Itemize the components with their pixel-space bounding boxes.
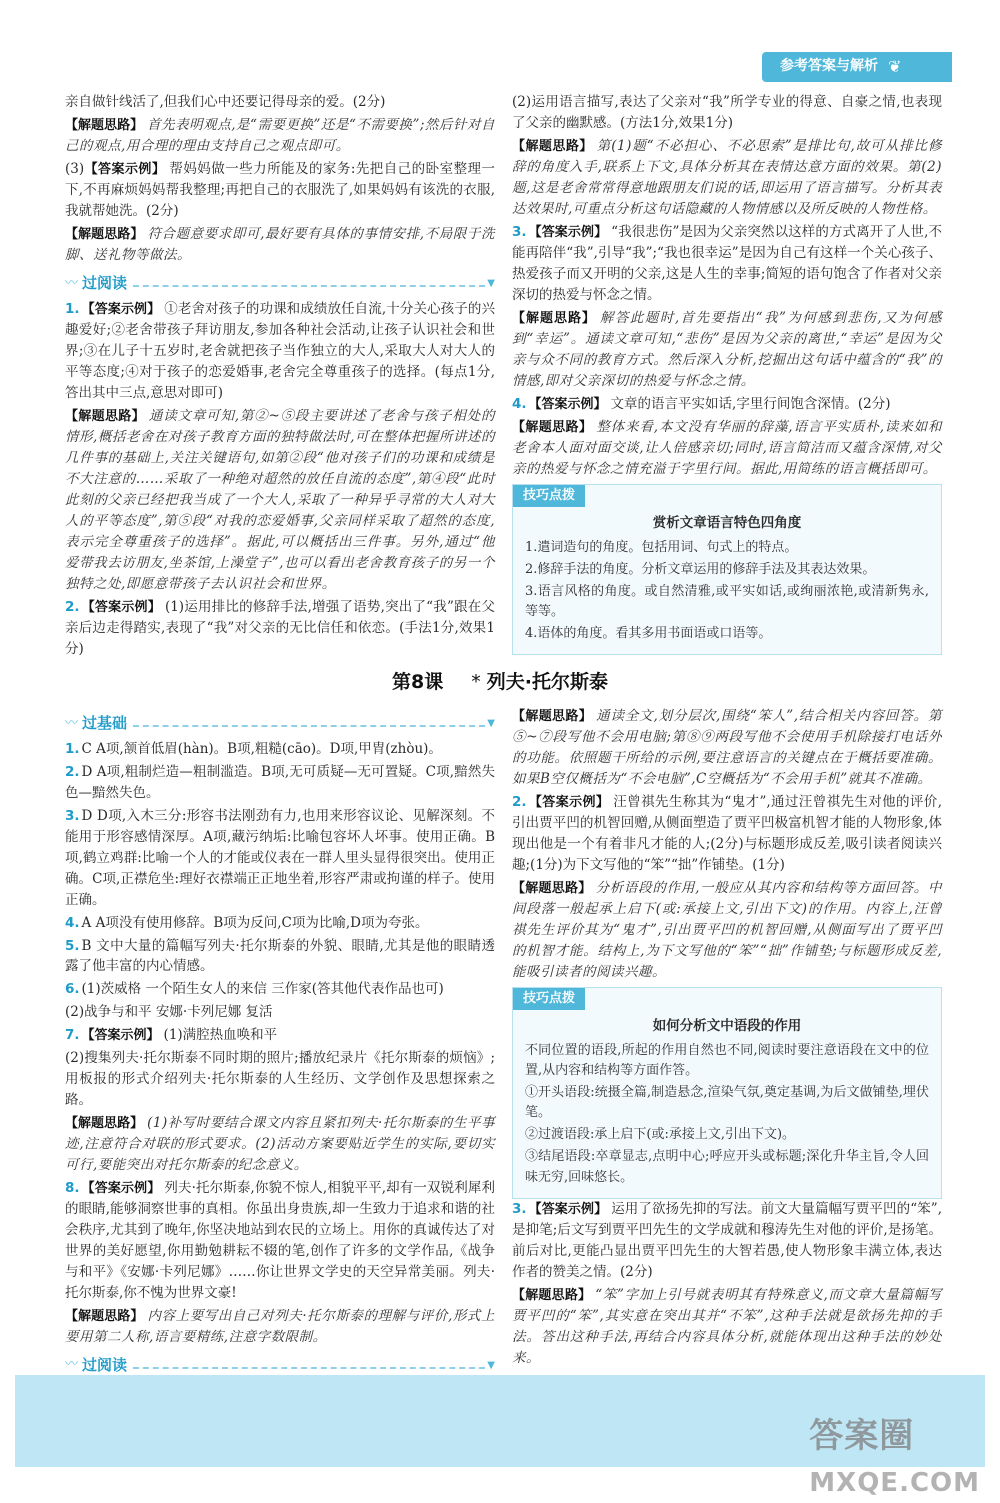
left-reading-a2-num: 2. xyxy=(65,598,80,615)
left-basic-b4: A A项没有使用修辞。B项为反问,C项为比喻,D项为夸张。 xyxy=(81,914,429,931)
wave-icon: 〰 xyxy=(65,715,79,731)
tip1-p3: 3.语言风格的角度。或自然清雅,或平实如话,或绚丽浓艳,或清新隽永,等等。 xyxy=(525,584,929,620)
section-header-basic: 〰 过基础 ▼ xyxy=(65,712,495,735)
right-bottom-s3-tag: 【解题思路】 xyxy=(512,1287,592,1303)
sections-guoyuedu: 过阅读 xyxy=(82,1355,128,1374)
top-left-s3: 符合题意要求即可,最好要有具体的事情安排,不局限于洗脚、送礼物等做法。 xyxy=(65,225,495,264)
left-reading-a2-tag: 【答案示例】 xyxy=(81,599,161,615)
answer xyxy=(65,597,495,660)
right-bottom-a3-num: 3. xyxy=(512,1200,527,1217)
right-top-a4-num: 4. xyxy=(512,395,527,412)
right-bottom-a2: 汪曾祺先生称其为“鬼才”,通过汪曾祺先生对他的评价,引出贾平凹的机智回赠,从侧面塑造了贾平凹极富机智才能的人物形象,体现出他是一个有着非凡才能的人;(2分)与标题形成反差,吸引读者阅读兴趣;(1分)为下文写他的“笨”“拙”作铺垫。(1分) xyxy=(512,793,942,873)
right-bottom-a2-num: 2. xyxy=(512,793,527,810)
top-left-s1: 首先表明观点,是“需要更换”还是“不需要换”;然后针对自己的观点,用合理的理由支持自己之观点即可。 xyxy=(65,116,495,155)
footer-watermark-cn: 答案圈 xyxy=(809,1416,915,1456)
analysis xyxy=(65,224,495,266)
leaf-icon: ❦ xyxy=(888,56,902,76)
left-basic-s7-tag: 【解题思路】 xyxy=(65,1116,144,1132)
right-bottom-a3-tag: 【答案示例】 xyxy=(528,1201,608,1217)
section-header-reading: 〰 过阅读 ▼ xyxy=(65,272,495,295)
analysis xyxy=(512,136,942,220)
lesson-name: 列夫·托尔斯泰 xyxy=(486,671,608,693)
right-bottom-s2-tag: 【解题思路】 xyxy=(512,880,592,896)
lesson-number: 第8课 xyxy=(392,671,444,693)
sections-guoyuedu: 过阅读 xyxy=(82,274,128,293)
left-basic-b2: D A项,粗制烂造—粗制滥造。B项,无可质疑—无可置疑。C项,黯然失色—黯然失色。 xyxy=(65,764,495,802)
answer xyxy=(512,222,942,306)
right-top-a4-tag: 【答案示例】 xyxy=(528,396,607,412)
right-bottom-tip-p1: ①开头语段:统摄全篇,制造悬念,渲染气氛,奠定基调,为后文做铺垫,埋伏笔。 xyxy=(525,1084,929,1121)
right-column-top xyxy=(512,92,942,655)
header-tab xyxy=(762,52,952,82)
answer xyxy=(512,394,942,415)
wave-icon: 〰 xyxy=(65,1357,79,1373)
left-basic-b6-num: 6. xyxy=(65,981,80,998)
right-top-a4: 文章的语言平实如话,字里行间饱含深情。(2分) xyxy=(610,395,891,412)
left-reading-a1-tag: 【答案示例】 xyxy=(81,302,161,318)
right-bottom-tip-title: 如何分析文中语段的作用 xyxy=(652,1017,802,1034)
right-top-s3: 解答此题时,首先要指出“我”为何感到悲伤,又为何感到“幸运”。通读文章可知,“悲伤”是因为父亲的离世,“幸运”是因为父亲与众不同的教育方式。然后深入分析,挖掘出这句话中蕴含的“我”的情感,即对父亲深切的热爱与怀念之情。 xyxy=(512,309,942,389)
left-reading-a1-num: 1. xyxy=(65,301,80,318)
paragraph: 亲自做针线活了,但我们心中还要记得母亲的爱。(2分) xyxy=(65,94,386,110)
top-left-s1-tag: 【解题思路】 xyxy=(65,117,144,133)
left-basic-b6a: (1)茨威格 一个陌生女人的来信 三作家(答其他代表作品也可) xyxy=(81,981,444,998)
right-bottom-tip-p0: 不同位置的语段,所起的作用自然也不同,阅读时要注意语段在文中的位置,从内容和结构等方面作答。 xyxy=(525,1042,929,1078)
right-top-a3: “我很悲伤”是因为父亲突然以这样的方式离开了人世,不能再陪伴“我”,引导“我”;“我也很幸运”是因为自己有这样一个关心孩子、热爱孩子而又开明的父亲,这是人生的幸事;简短的语句饱含了作者对父亲深切的热爱与怀念之情。 xyxy=(512,223,942,303)
right-top-a3-num: 3. xyxy=(512,223,527,240)
top-left-q3-tag: 【答案示例】 xyxy=(84,161,166,177)
sections-guojichu: 过基础 xyxy=(82,714,128,732)
section-header-reading-2: 〰 过阅读 ▼ xyxy=(65,1354,495,1377)
left-basic-b2-num: 2. xyxy=(65,764,80,781)
left-reading-s1-tag: 【解题思路】 xyxy=(65,409,145,425)
left-reading-s1: 通读文章可知,第②~⑤段主要讲述了老舍与孩子相处的情形,概括老舍在对孩子教育方面的独特做法时,可在整体把握所讲述的几件事的基础上,关注关键语句,如第②段“他对孩子们的功课和成绩是不大注意的……采取了一种绝对超然的放任自流的态度”,第④段“此时此刻的父亲已经把我当成了一个大人,采取了一种异乎寻常的大人对大人的平等态度”,第⑤段“对我的恋爱婚事,父亲同样采取了超然的态度,表示完全尊重孩子的选择”。据此,可以概括出三件事。另外,通过“他爱带我去访朋友,坐茶馆,上澡堂子”,也可以看出老舍教育孩子的另一个独特之处,即愿意带孩子去认识社会和世界。 xyxy=(65,408,495,592)
left-basic-b3-num: 3. xyxy=(65,808,80,825)
left-basic-b5: B 文中大量的篇幅写列夫·托尔斯泰的外貌、眼睛,尤其是他的眼睛透露了他丰富的内心情感。 xyxy=(65,937,495,975)
analysis xyxy=(512,417,942,480)
right-bottom-s1: 通读全文,划分层次,围绕“笨人”,结合相关内容回答。第⑤~⑦段写他不会用电脑;第⑧⑨两段写他不会使用手机除接打电话外的功能。依照题干所给的示例,要注意语言的关键点在于概括要准确。如果B空仅概括为“不会电脑”,C空概括为“不会用手机”就其不准确。 xyxy=(512,708,942,787)
left-basic-b1: C A项,颔首低眉(hàn)。B项,粗糙(cāo)。D项,甲胄(zhòu)。 xyxy=(81,741,442,758)
right-bottom-s1-tag: 【解题思路】 xyxy=(512,709,593,724)
left-basic-b3: D D项,入木三分:形容书法刚劲有力,也用来形容议论、见解深刻。不能用于形容感情深厚。A项,藏污纳垢:比喻包容坏人坏事。使用正确。B项,鹤立鸡群:比喻一个人的才能或仪表在一群人里头显得很突出。使用正确。C项,正襟危坐:理好衣襟端正正地坐着,形容严肃或拘谨的样子。使用正确。 xyxy=(65,808,495,908)
right-top-a3-tag: 【答案示例】 xyxy=(528,224,608,240)
sections-tip-label: 技巧点拨 xyxy=(513,988,585,1010)
left-basic-b8: 列夫·托尔斯泰,你貌不惊人,相貌平平,却有一双锐利犀利的眼睛,能够洞察世事的真相。你虽出身贵族,却一生致力于追求和谐的社会秩序,尤其到了晚年,你坚决地站到农民的立场上。用你的真诚传达了对世界的美好愿望,你用勤勉耕耘不辍的笔,创作了许多的文学作品,《战争与和平》《安娜·卡列尼娜》……你让世界文学史的天空异常美丽。列夫·托尔斯泰,你不愧为世界文豪! xyxy=(65,1180,495,1301)
answer xyxy=(65,159,495,222)
right-top-s2-tag: 【解题思路】 xyxy=(512,138,593,154)
tip1-p1: 1.遣词造句的角度。包括用词、句式上的特点。 xyxy=(525,539,798,555)
left-basic-s8-tag: 【解题思路】 xyxy=(65,1308,144,1324)
right-column-bottom xyxy=(512,706,942,1371)
top-left-q3: 帮妈妈做一些力所能及的家务:先把自己的卧室整理一下,不再麻烦妈妈帮我整理;再把自己的衣服洗了,如果妈妈有该洗的衣服,我就帮她洗。(2分) xyxy=(65,160,495,220)
answer xyxy=(65,299,495,404)
tip-box-2 xyxy=(512,987,942,1199)
right-top-s4-tag: 【解题思路】 xyxy=(512,419,593,435)
paragraph: (2)运用语言描写,表达了父亲对“我”所学专业的得意、自豪之情,也表现了父亲的幽默感。(方法1分,效果1分) xyxy=(512,94,942,131)
watermark-logo xyxy=(809,1410,980,1503)
lesson-star: * xyxy=(471,671,481,693)
left-column-bottom xyxy=(65,706,495,1425)
right-bottom-tip-p2: ②过渡语段:承上启下(或:承接上文,引出下文)。 xyxy=(525,1127,796,1143)
analysis xyxy=(512,308,942,392)
left-basic-b1-num: 1. xyxy=(65,741,80,758)
left-column-top xyxy=(65,92,495,662)
sections-tip-label: 技巧点拨 xyxy=(513,485,585,507)
tip1-p2: 2.修辞手法的角度。分析文章运用的修辞手法及其表达效果。 xyxy=(525,561,876,577)
right-bottom-s3: “笨”字加上引号就表明其有特殊意义,而文章大量篇幅写贾平凹的“笨”,其实意在突出其并“不笨”,这种手法就是欲扬先抑的手法。答出这种手法,再结合内容具体分析,就能体现出这种手法的妙处来。 xyxy=(512,1286,942,1366)
left-basic-b4-num: 4. xyxy=(65,914,80,931)
analysis xyxy=(65,115,495,157)
right-top-s3-tag: 【解题思路】 xyxy=(512,310,596,326)
left-basic-b8-num: 8. xyxy=(65,1180,80,1197)
right-bottom-tip-p3: ③结尾语段:卒章显志,点明中心;呼应开头或标题;深化升华主旨,令人回味无穷,回味悠长。 xyxy=(525,1149,929,1185)
left-basic-b7-tag: 【答案示例】 xyxy=(81,1028,160,1044)
tip1-title: 赏析文章语言特色四角度 xyxy=(652,514,802,531)
left-basic-b7a: (1)满腔热血唤和平 xyxy=(163,1027,278,1044)
tip-box xyxy=(512,484,942,656)
lesson-title xyxy=(0,668,1000,697)
top-left-s3-tag: 【解题思路】 xyxy=(65,226,144,242)
right-bottom-a3: 运用了欲扬先抑的写法。前文大量篇幅写贾平凹的“笨”,是抑笔;后文写到贾平凹先生的文学成就和穆涛先生对他的评价,是扬笔。前后对比,更能凸显出贾平凹先生的大智若愚,使人物形象丰满立体,表达作者的赞美之情。(2分) xyxy=(512,1200,942,1280)
left-reading-a1: ①老舍对孩子的功课和成绩放任自流,十分关心孩子的兴趣爱好;②老舍带孩子拜访朋友,参加各种社会活动,让孩子认识社会和世界;③在儿子十五岁时,老舍就把孩子当作独立的大人,采取大人对大人的平等态度;④对于孩子的恋爱婚事,老舍完全尊重孩子的选择。(每点1分,答出其中三点,意思对即可) xyxy=(65,301,495,402)
right-top-s2: 第(1)题“不必担心、不必思索”是排比句,故可从排比修辞的角度入手,联系上下文,具体分析其在表情达意方面的效果。第(2)题,这是老舍常常得意地跟朋友们说的话,即运用了语言描写。分析其表达效果时,可重点分析这句话隐藏的人物情感以及所反映的人物性格。 xyxy=(512,137,942,217)
left-basic-b5-num: 5. xyxy=(65,937,80,954)
right-bottom-s2: 分析语段的作用,一般应从其内容和结构等方面回答。中间段落一般起承上启下(或:承接上文,引出下文)的作用。内容上,汪曾祺先生评价其为“鬼才”,引出贾平凹的机智回赠,从侧面写出了贾平凹的机智才能。结构上,为下文写他的“笨”“拙”作铺垫;与标题形成反差,能吸引读者的阅读兴趣。 xyxy=(512,879,942,980)
left-basic-s7: (1)补写时要结合课文内容且紧扣列夫·托尔斯泰的生平事迹,注意符合对联的形式要求。(2)活动方案要贴近学生的实际,要切实可行,要能突出对托尔斯泰的纪念意义。 xyxy=(65,1115,495,1174)
left-basic-b7b: (2)搜集列夫·托尔斯泰不同时期的照片;播放纪录片《托尔斯泰的烦恼》;用板报的形式介绍列夫·托尔斯泰的人生经历、文学创作及思想探索之路。 xyxy=(65,1050,495,1109)
analysis xyxy=(65,406,495,595)
footer-watermark-en: MXQE.COM xyxy=(809,1467,980,1498)
top-left-q3-num: (3) xyxy=(65,160,85,177)
left-basic-b7-num: 7. xyxy=(65,1027,80,1044)
right-bottom-a2-tag: 【答案示例】 xyxy=(528,794,610,810)
left-basic-b6b: (2)战争与和平 安娜·卡列尼娜 复活 xyxy=(65,1004,273,1021)
tip1-p4: 4.语体的角度。看其多用书面语或口语等。 xyxy=(525,626,772,642)
wave-icon: 〰 xyxy=(65,275,79,291)
header-tab-label: 参考答案与解析 xyxy=(780,58,878,75)
left-reading-a2: (1)运用排比的修辞手法,增强了语势,突出了“我”跟在父亲后边走得踏实,表现了“我”对父亲的无比信任和依恋。(手法1分,效果1分) xyxy=(65,598,495,657)
left-basic-b8-tag: 【答案示例】 xyxy=(81,1181,161,1197)
right-top-s4: 整体来看,本文没有华丽的辞藻,语言平实质朴,读来如和老舍本人面对面交谈,让人倍感亲切;同时,语言简洁而又蕴含深情,对父亲的热爱与怀念之情充溢于字里行间。据此,用简练的语言概括即可。 xyxy=(512,418,942,477)
left-basic-s8: 内容上要写出自己对列夫·托尔斯泰的理解与评价,形式上要用第二人称,语言要精练,注意字数限制。 xyxy=(65,1307,495,1346)
